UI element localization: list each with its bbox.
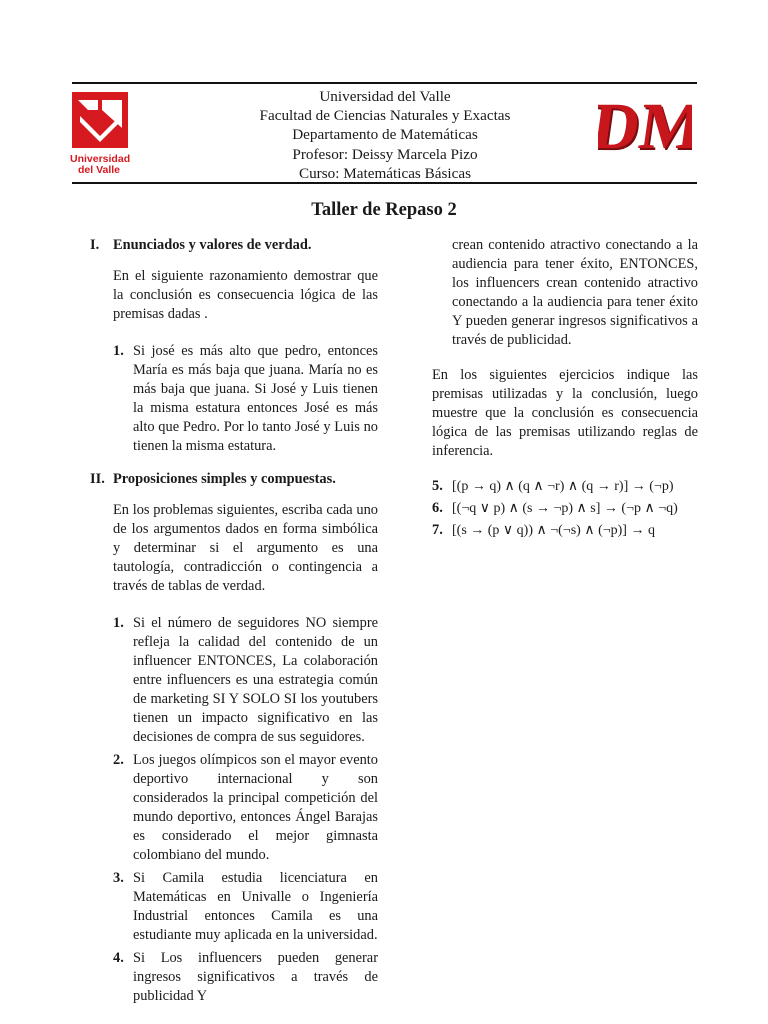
formula-item [432,521,698,540]
logo-left-text-line: Universidad [70,153,131,165]
dm-3d-logo-icon [598,86,692,172]
formula-item [432,499,698,518]
item-text: Si Camila estudia licenciatura en Matemáticas en Univalle o Ingeniería Industrial entonces Camila es una estudiante muy aplicada en la universidad. [133,870,378,943]
section-2-intro: En los problemas siguientes, escriba cada uno de los argumentos dados en forma simbólica y determinar si el argumento es una tautología, contradicción o contingencia a través de tablas de verdad. [113,502,378,594]
section-title: Enunciados y valores de verdad. [113,237,312,253]
list-item [113,949,378,1006]
formula-expression: [(p → q) ∧ (q ∧ ¬r) ∧ (q → r)] → (¬p) [452,479,674,494]
item-number: 3. [113,870,124,886]
dm-logo-shadow: DM [598,92,692,165]
left-column [90,236,378,1010]
header-faculty: Facultad de Ciencias Naturales y Exactas [259,107,511,125]
page-title: Taller de Repaso 2 [311,200,457,220]
section-2-heading [90,470,378,489]
item-number: 1. [113,343,124,359]
logo-left-text [70,153,131,176]
header-professor: Profesor: Deissy Marcela Pizo [292,145,478,163]
formula-item [432,477,698,496]
right-column [432,236,698,543]
dm-logo-front: DM [598,90,692,163]
header-department: Departamento de Matemáticas [292,126,478,144]
list-item [113,751,378,865]
list-item [113,342,378,456]
formula-number: 7. [432,522,443,538]
item-number: 2. [113,752,124,768]
inference-instructions: En los siguientes ejercicios indique las premisas utilizadas y la conclusión, luego muestre que la conclusión es consecuencia lógica de las premisas utilizando reglas de inferencia. [432,367,698,459]
item-text: Los juegos olímpicos son el mayor evento deportivo internacional y son considerados la principal competición del mundo deportivo, entonces Ángel Barajas es considerado el mejor gimnasta colombiano del mundo. [133,752,378,863]
item-text: Si el número de seguidores NO siempre refleja la calidad del contenido de un influencer ENTONCES, La colaboración entre influencers es una estrategia común de marketing SI Y SOLO SI los youtubers tienen un impacto significativo en las decisiones de compra de sus seguidores. [133,615,378,745]
header-university: Universidad del Valle [319,88,451,105]
item-4-continuation: crean contenido atractivo conectando a la audiencia para tener éxito, ENTONCES, los influencers crean contenido atractivo conectando a la audiencia para tener éxito Y pueden generar ingresos significativos a través de publicidad. [452,237,698,348]
universidad-del-valle-logo [72,92,132,176]
logo-left-text-line: del Valle [77,164,121,176]
list-item [113,614,378,747]
item-number: 4. [113,950,124,966]
section-1-heading [90,236,378,255]
header-block [200,87,570,183]
section-1-intro: En el siguiente razonamiento demostrar que la conclusión es consecuencia lógica de las premisas dadas . [113,268,378,322]
formula-number: 6. [432,500,443,516]
header-bottom-rule [72,182,697,184]
section-number: I. [90,237,100,253]
univalle-shield-icon [72,92,132,152]
header-course: Curso: Matemáticas Básicas [298,164,472,182]
formula-expression: [(s → (p ∨ q)) ∧ ¬(¬s) ∧ (¬p)] → q [452,523,655,538]
list-item [113,869,378,945]
section-title: Proposiciones simples y compuestas. [113,471,336,487]
formula-number: 5. [432,478,443,494]
formula-expression: [(¬q ∨ p) ∧ (s → ¬p) ∧ s] → (¬p ∧ ¬q) [452,501,678,516]
section-number: II. [90,471,105,487]
item-text: Si josé es más alto que pedro, entonces María es más baja que juana. María no es más baja que juana. Si José y Luis tienen la misma estatura entonces José es más alto que Pedro. Por lo tanto José y Luis no tienen la misma estatura. [133,343,378,454]
header-top-rule [72,82,697,84]
dm-logo [598,86,692,172]
item-number: 1. [113,615,124,631]
item-text: Si Los influencers pueden generar ingresos significativos a través de publicidad Y [133,950,378,1004]
